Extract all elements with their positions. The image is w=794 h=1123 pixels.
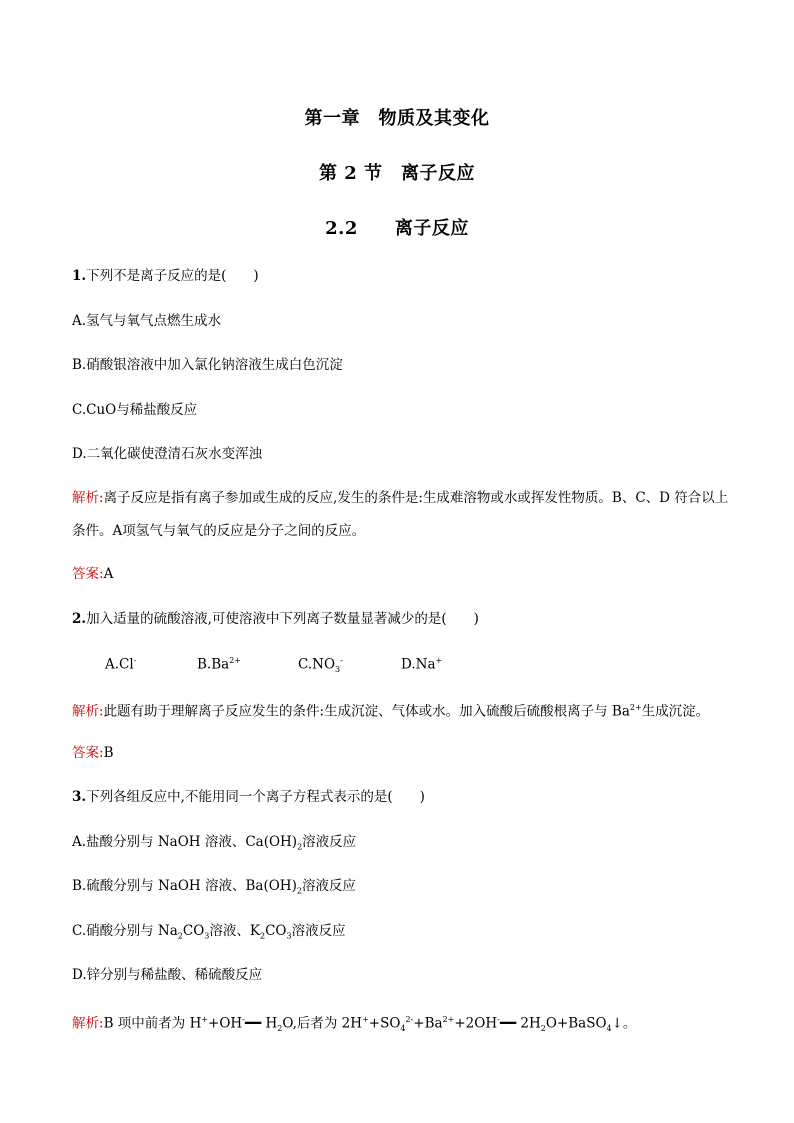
- question-2-option-c: $C.NO_3^-$: [298, 656, 343, 675]
- analysis-label: 解析:: [72, 703, 104, 720]
- question-1-option-b: B.硝酸银溶液中加入氯化钠溶液生成白色沉淀: [72, 357, 343, 373]
- question-1-stem: [72, 266, 732, 286]
- question-2-answer: [72, 743, 732, 763]
- question-3-number: 3.: [72, 789, 87, 805]
- answer-value: B: [103, 745, 114, 761]
- question-2-analysis: 解析:此题有助于理解离子反应发生的条件:生成沉淀、气体或水。加入硫酸后硫酸根离子与 $Ba^{2+}$生成沉淀。: [72, 703, 710, 720]
- question-3-option-d: D.锌分别与稀盐酸、稀硫酸反应: [72, 967, 263, 983]
- question-2-option-a: A.Cl-: [105, 656, 137, 673]
- question-1-answer: [72, 564, 732, 584]
- question-2-text: 加入适量的硫酸溶液,可使溶液中下列离子数量显著减少的是( ): [86, 611, 479, 627]
- question-3-analysis: 解析:B 项中前者为 H++OH-━━ $H_2O$,后者为 $2H^++SO_4^{2-}+Ba^{2+}+2OH^-━━$ $2H_2O+BaSO_4↓$。: [72, 1015, 637, 1034]
- question-1-number: 1.: [72, 268, 87, 284]
- question-1-text: 下列不是离子反应的是( ): [86, 268, 259, 284]
- question-3-option-c: C.硝酸分别与 $Na_2CO_3$溶液、$K_2CO_3$溶液反应: [72, 923, 346, 941]
- question-2-option-d: D.Na+: [401, 656, 443, 673]
- question-2-option-b: $B.Ba^{2+}$: [197, 656, 241, 673]
- section-title: 第 2 节 离子反应: [318, 163, 476, 184]
- question-3-option-b: B.硫酸分别与 NaOH 溶液、$Ba(OH)_2$溶液反应: [72, 878, 356, 896]
- question-2-stem: [72, 609, 732, 629]
- answer-label: 答案:: [72, 745, 104, 761]
- analysis-text: 离子反应是指有离子参加或生成的反应,发生的条件是:生成难溶物或水或挥发性物质。B、C、D 符合以上条件。A项氢气与氧气的反应是分子之间的反应。: [72, 490, 729, 539]
- question-3-option-a: A.盐酸分别与 NaOH 溶液、$Ca(OH)_2$溶液反应: [72, 834, 357, 852]
- answer-label: 答案:: [72, 566, 104, 582]
- subsection-title: 2.2 离子反应: [325, 218, 469, 239]
- analysis-label: 解析:: [72, 1015, 104, 1032]
- analysis-label: 解析:: [72, 490, 104, 506]
- question-1-option-a: A.氢气与氧气点燃生成水: [72, 313, 222, 329]
- answer-value: A: [103, 566, 114, 582]
- chapter-title: 第一章 物质及其变化: [304, 108, 490, 129]
- question-3-stem: [72, 787, 732, 807]
- question-2-number: 2.: [72, 611, 87, 627]
- question-3-text: 下列各组反应中,不能用同一个离子方程式表示的是( ): [86, 789, 425, 805]
- question-1-option-c: C.CuO与稀盐酸反应: [72, 402, 198, 418]
- question-1-option-d: D.二氧化碳使澄清石灰水变浑浊: [72, 446, 263, 462]
- question-1-analysis: [72, 482, 732, 548]
